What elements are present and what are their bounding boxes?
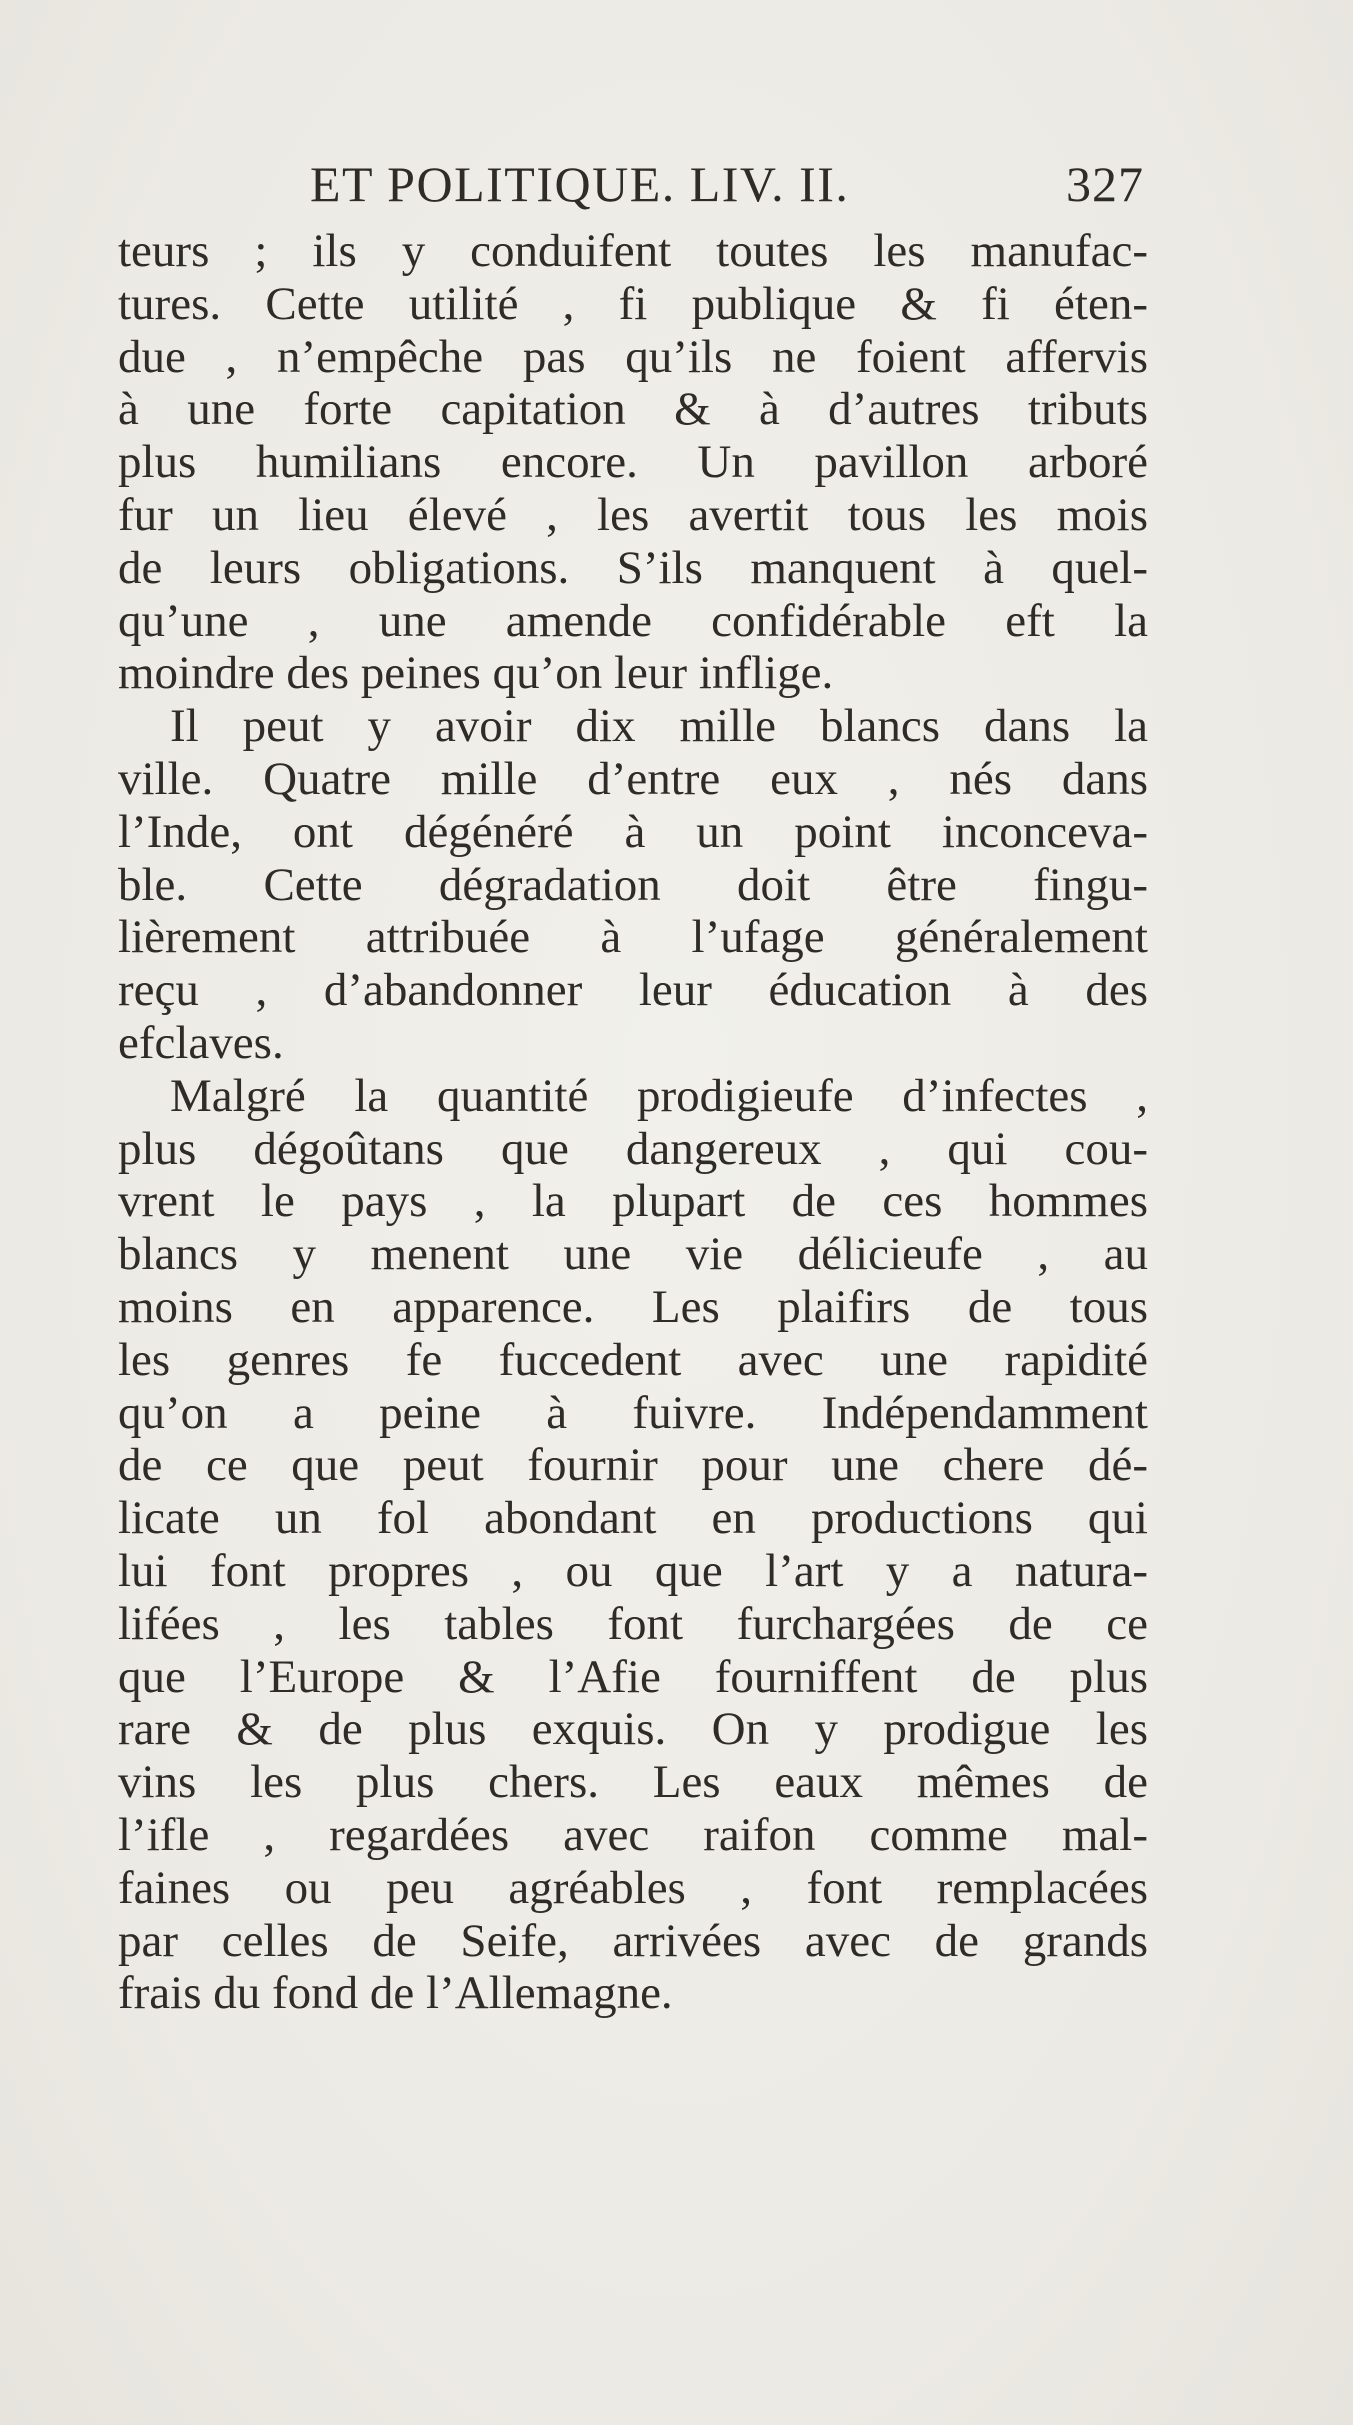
text-line: les genres fe fuccedent avec une rapidité xyxy=(118,1333,1148,1386)
page-text-block xyxy=(118,155,1148,2020)
paragraph-3 xyxy=(118,1070,1148,2020)
text-line: qu’on a peine à fuivre. Indépendamment xyxy=(118,1386,1148,1439)
text-line: efclaves. xyxy=(118,1016,284,1069)
text-line: frais du fond de l’Allemagne. xyxy=(118,1967,673,2020)
text-line: ble. Cette dégradation doit être fingu- xyxy=(118,858,1148,911)
text-line: vins les plus chers. Les eaux mêmes de xyxy=(118,1756,1148,1809)
text-line: plus humilians encore. Un pavillon arboré xyxy=(118,436,1148,489)
text-line: moins en apparence. Les plaifirs de tous xyxy=(118,1280,1148,1333)
text-line: lièrement attribuée à l’ufage généralement xyxy=(118,911,1148,964)
text-line: fur un lieu élevé , les avertit tous les mois xyxy=(118,488,1148,541)
text-line: l’Inde, ont dégénéré à un point inconceva- xyxy=(118,805,1148,858)
text-line: Il peut y avoir dix mille blancs dans la xyxy=(170,700,1148,753)
text-line: tures. Cette utilité , fi publique & fi éten- xyxy=(118,277,1148,330)
text-line: rare & de plus exquis. On y prodigue les xyxy=(118,1703,1148,1756)
text-line: faines ou peu agréables , font remplacées xyxy=(118,1861,1148,1914)
text-line: licate un fol abondant en productions qui xyxy=(118,1492,1148,1545)
text-line: teurs ; ils y conduifent toutes les manufac- xyxy=(118,225,1148,277)
text-line: par celles de Seife, arrivées avec de grands xyxy=(118,1914,1148,1967)
text-line: l’ifle , regardées avec raifon comme mal- xyxy=(118,1808,1148,1861)
page-number: 327 xyxy=(1066,156,1144,212)
text-line: lui font propres , ou que l’art y a natura- xyxy=(118,1544,1148,1597)
text-line: de leurs obligations. S’ils manquent à quel- xyxy=(118,541,1148,594)
running-head-title: ET POLITIQUE. LIV. II. xyxy=(310,156,850,212)
text-line: reçu , d’abandonner leur éducation à des xyxy=(118,964,1148,1017)
text-line: de ce que peut fournir pour une chere dé- xyxy=(118,1439,1148,1492)
text-line: vrent le pays , la plupart de ces hommes xyxy=(118,1175,1148,1228)
text-line: ville. Quatre mille d’entre eux , nés dans xyxy=(118,752,1148,805)
text-line: que l’Europe & l’Afie fourniffent de plus xyxy=(118,1650,1148,1703)
running-head xyxy=(118,155,1148,225)
text-line: blancs y menent une vie délicieufe , au xyxy=(118,1228,1148,1281)
paragraph-1 xyxy=(118,225,1148,700)
text-line: moindre des peines qu’on leur inflige. xyxy=(118,647,834,700)
paragraph-2 xyxy=(118,700,1148,1070)
text-line: due , n’empêche pas qu’ils ne foient affervis xyxy=(118,330,1148,383)
text-line: qu’une , une amende confidérable eft la xyxy=(118,594,1148,647)
text-line: à une forte capitation & à d’autres tributs xyxy=(118,383,1148,436)
text-line: Malgré la quantité prodigieufe d’infectes , xyxy=(170,1069,1148,1122)
text-line: lifées , les tables font furchargées de ce xyxy=(118,1597,1148,1650)
text-line: plus dégoûtans que dangereux , qui cou- xyxy=(118,1122,1148,1175)
